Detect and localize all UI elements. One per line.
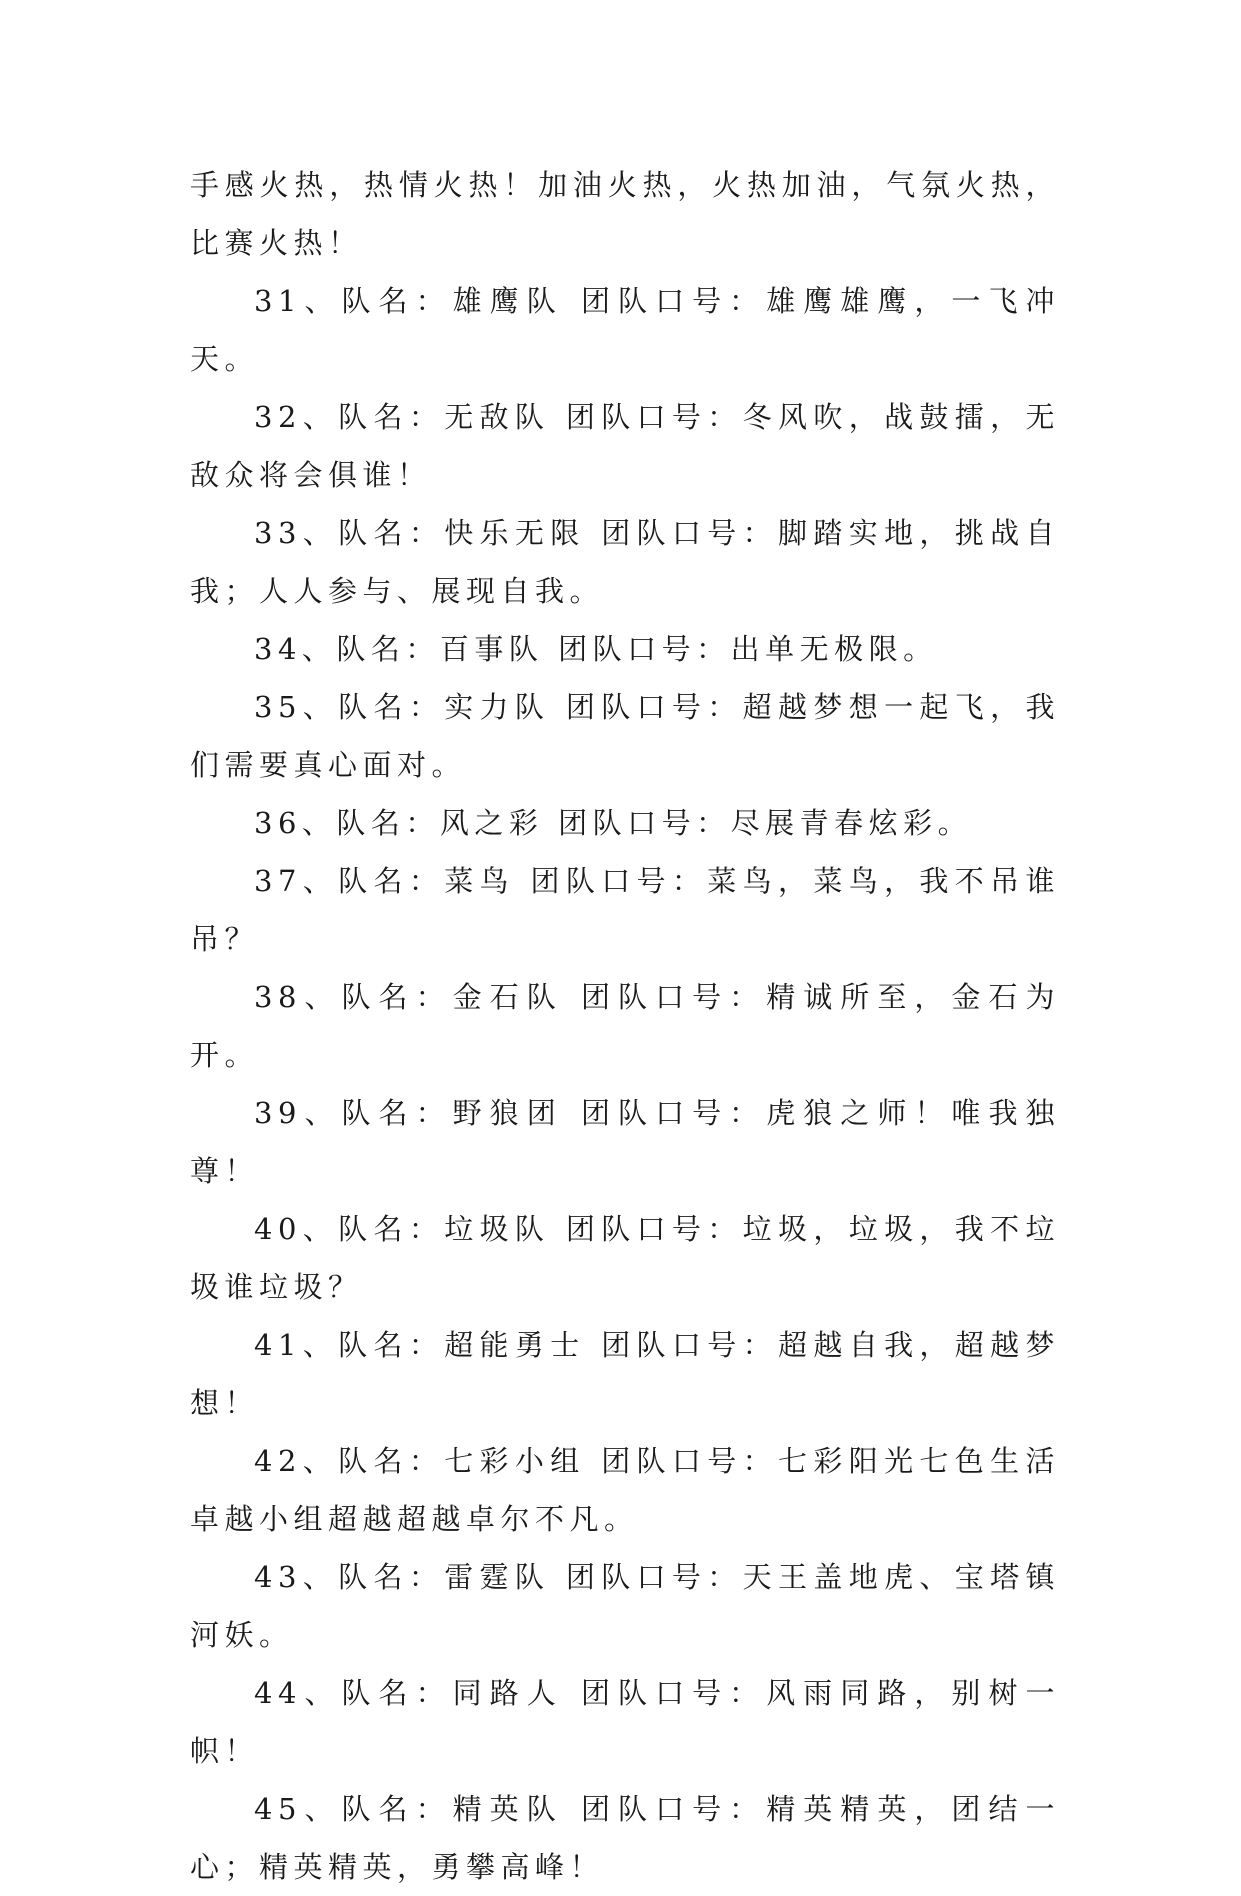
document-page: [190, 156, 1060, 1896]
list-item-41: 41、队名：超能勇士 团队口号：超越自我，超越梦想！: [190, 1328, 1060, 1420]
list-item-38: 38、队名：金石队 团队口号：精诚所至，金石为开。: [190, 980, 1060, 1072]
list-item-40: 40、队名：垃圾队 团队口号：垃圾，垃圾，我不垃圾谁垃圾？: [190, 1212, 1060, 1304]
list-item-32: 32、队名：无敌队 团队口号：冬风吹，战鼓擂，无敌众将会俱谁！: [190, 400, 1060, 492]
list-item-36: 36、队名：风之彩 团队口号：尽展青春炫彩。: [254, 806, 973, 840]
list-item-31: 31、队名：雄鹰队 团队口号：雄鹰雄鹰，一飞冲天。: [190, 284, 1060, 376]
list-item-37: 37、队名：菜鸟 团队口号：菜鸟，菜鸟，我不吊谁吊？: [190, 864, 1060, 956]
list-item-39: 39、队名：野狼团 团队口号：虎狼之师！唯我独尊！: [190, 1096, 1060, 1188]
list-item-33: 33、队名：快乐无限 团队口号：脚踏实地，挑战自我；人人参与、展现自我。: [190, 516, 1060, 608]
list-item-42: 42、队名：七彩小组 团队口号：七彩阳光七色生活卓越小组超越超越卓尔不凡。: [190, 1444, 1060, 1536]
list-item-45: 45、队名：精英队 团队口号：精英精英，团结一心；精英精英，勇攀高峰！: [190, 1792, 1060, 1884]
list-item-34: 34、队名：百事队 团队口号：出单无极限。: [254, 632, 938, 666]
list-item-43: 43、队名：雷霆队 团队口号：天王盖地虎、宝塔镇河妖。: [190, 1560, 1060, 1652]
list-item-44: 44、队名：同路人 团队口号：风雨同路，别树一帜！: [190, 1676, 1060, 1768]
paragraph-continuation: 手感火热，热情火热！加油火热，火热加油，气氛火热，比赛火热！: [190, 168, 1060, 260]
list-item-35: 35、队名：实力队 团队口号：超越梦想一起飞，我们需要真心面对。: [190, 690, 1060, 782]
